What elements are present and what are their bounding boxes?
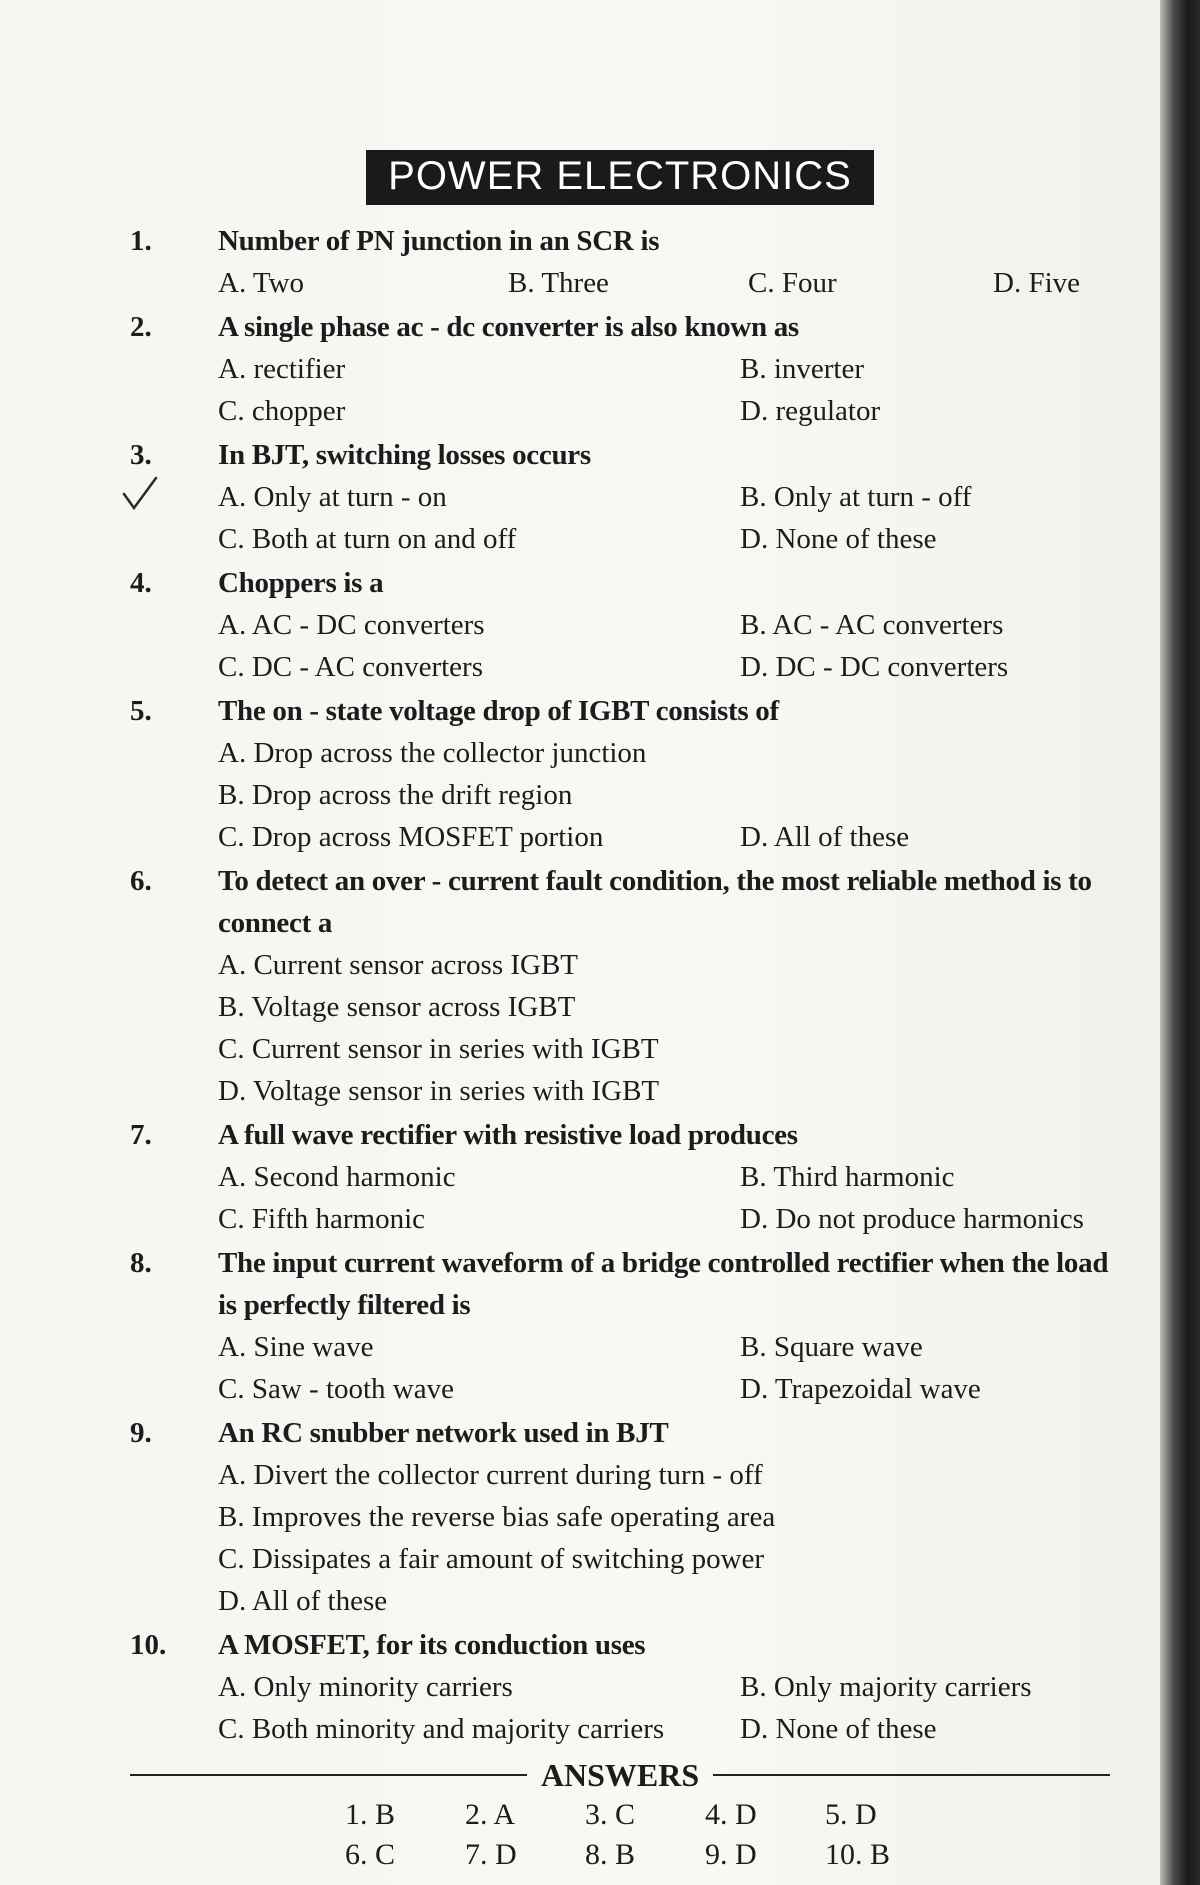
answer-item: 2. A (465, 1798, 516, 1831)
option-d: D. None of these (740, 523, 937, 555)
option-c: C. DC - AC converters (218, 651, 483, 683)
option-b: B. Voltage sensor across IGBT (218, 991, 576, 1023)
options (218, 476, 1120, 560)
title-wrap (0, 150, 1160, 205)
option-a: A. Only minority carriers (218, 1671, 513, 1703)
question-4 (130, 562, 1120, 688)
option-d: D. None of these (740, 1713, 937, 1745)
question-number: 2. (130, 311, 152, 343)
answers-header (130, 1755, 1110, 1795)
option-d: D. All of these (740, 821, 910, 853)
option-a: A. Second harmonic (218, 1161, 456, 1193)
answer-item: 9. D (705, 1838, 757, 1871)
option-d: D. regulator (740, 395, 881, 427)
options (218, 262, 1120, 304)
question-8 (130, 1242, 1120, 1410)
answer-item: 6. C (345, 1838, 396, 1871)
option-c: C. Current sensor in series with IGBT (218, 1033, 659, 1065)
question-number: 1. (130, 225, 152, 257)
divider (130, 1774, 527, 1776)
question-number: 9. (130, 1417, 152, 1449)
option-b: B. Drop across the drift region (218, 779, 573, 811)
question-7 (130, 1114, 1120, 1240)
option-a: A. Only at turn - on (218, 481, 447, 513)
answer-item: 10. B (825, 1838, 891, 1871)
options (218, 348, 1120, 432)
question-number: 4. (130, 567, 152, 599)
option-d: D. DC - DC converters (740, 651, 1009, 683)
option-c: C. Saw - tooth wave (218, 1373, 454, 1405)
options (218, 1666, 1120, 1750)
option-d: D. Trapezoidal wave (740, 1373, 981, 1405)
option-b: B. inverter (740, 353, 865, 385)
question-2 (130, 306, 1120, 432)
question-1 (130, 220, 1120, 304)
answer-item: 5. D (825, 1798, 877, 1831)
options (218, 944, 1120, 1112)
question-5 (130, 690, 1120, 858)
option-d: D. Do not produce harmonics (740, 1203, 1084, 1235)
option-c: C. Both at turn on and off (218, 523, 517, 555)
page-title: POWER ELECTRONICS (366, 150, 874, 205)
question-number: 6. (130, 865, 152, 897)
option-b: B. Only majority carriers (740, 1671, 1032, 1703)
answer-item: 4. D (705, 1798, 757, 1831)
question-text: Number of PN junction in an SCR is (218, 225, 660, 257)
option-b: B. Square wave (740, 1331, 923, 1363)
question-number: 10. (130, 1629, 167, 1661)
divider (713, 1774, 1110, 1776)
question-text: Choppers is a (218, 567, 384, 599)
option-b: B. Third harmonic (740, 1161, 955, 1193)
question-3 (130, 434, 1120, 560)
question-number: 7. (130, 1119, 152, 1151)
question-text: In BJT, switching losses occurs (218, 439, 591, 471)
answer-item: 1. B (345, 1798, 396, 1831)
option-d: D. Voltage sensor in series with IGBT (218, 1075, 660, 1107)
question-text: A MOSFET, for its conduction uses (218, 1629, 646, 1661)
question-number: 8. (130, 1247, 152, 1279)
question-number: 3. (130, 439, 152, 471)
answer-item: 7. D (465, 1838, 517, 1871)
option-a: A. rectifier (218, 353, 346, 385)
question-text: The input current waveform of a bridge controlled rectifier when the load is perfectly filtered is (218, 1247, 1109, 1321)
option-b: B. Improves the reverse bias safe operating area (218, 1501, 776, 1533)
option-a: A. Current sensor across IGBT (218, 949, 579, 981)
option-a: A. Drop across the collector junction (218, 737, 647, 769)
option-b: B. AC - AC converters (740, 609, 1004, 641)
question-text: A full wave rectifier with resistive load produces (218, 1119, 798, 1151)
option-c: C. chopper (218, 395, 346, 427)
question-10 (130, 1624, 1120, 1750)
question-6 (130, 860, 1120, 1112)
option-b: B. Only at turn - off (740, 481, 972, 513)
option-c: C. Drop across MOSFET portion (218, 821, 604, 853)
options (218, 1326, 1120, 1410)
question-text: To detect an over - current fault condition, the most reliable method is to connect a (218, 865, 1092, 939)
option-c: C. Dissipates a fair amount of switching power (218, 1543, 765, 1575)
question-text: A single phase ac - dc converter is also known as (218, 311, 799, 343)
options (218, 1454, 1120, 1622)
option-c: C. Four (748, 267, 837, 299)
option-d: D. Five (993, 267, 1080, 299)
options (218, 816, 1120, 858)
option-a: A. Sine wave (218, 1331, 374, 1363)
option-d: D. All of these (218, 1585, 388, 1617)
question-text: The on - state voltage drop of IGBT consists of (218, 695, 779, 727)
option-c: C. Fifth harmonic (218, 1203, 426, 1235)
options (218, 1156, 1120, 1240)
option-b: B. Three (508, 267, 609, 299)
answers-title: ANSWERS (540, 1757, 700, 1793)
answer-item: 3. C (585, 1798, 636, 1831)
option-a: A. Divert the collector current during turn - off (218, 1459, 763, 1491)
answer-key (345, 1795, 1110, 1875)
question-9 (130, 1412, 1120, 1622)
options (218, 732, 1120, 816)
option-a: A. AC - DC converters (218, 609, 485, 641)
answers-section (130, 1755, 1110, 1875)
question-list (130, 220, 1120, 1752)
option-c: C. Both minority and majority carriers (218, 1713, 665, 1745)
answer-item: 8. B (585, 1838, 636, 1871)
options (218, 604, 1120, 688)
option-a: A. Two (218, 267, 305, 299)
book-spine (1160, 0, 1200, 1885)
question-text: An RC snubber network used in BJT (218, 1417, 669, 1449)
question-number: 5. (130, 695, 152, 727)
